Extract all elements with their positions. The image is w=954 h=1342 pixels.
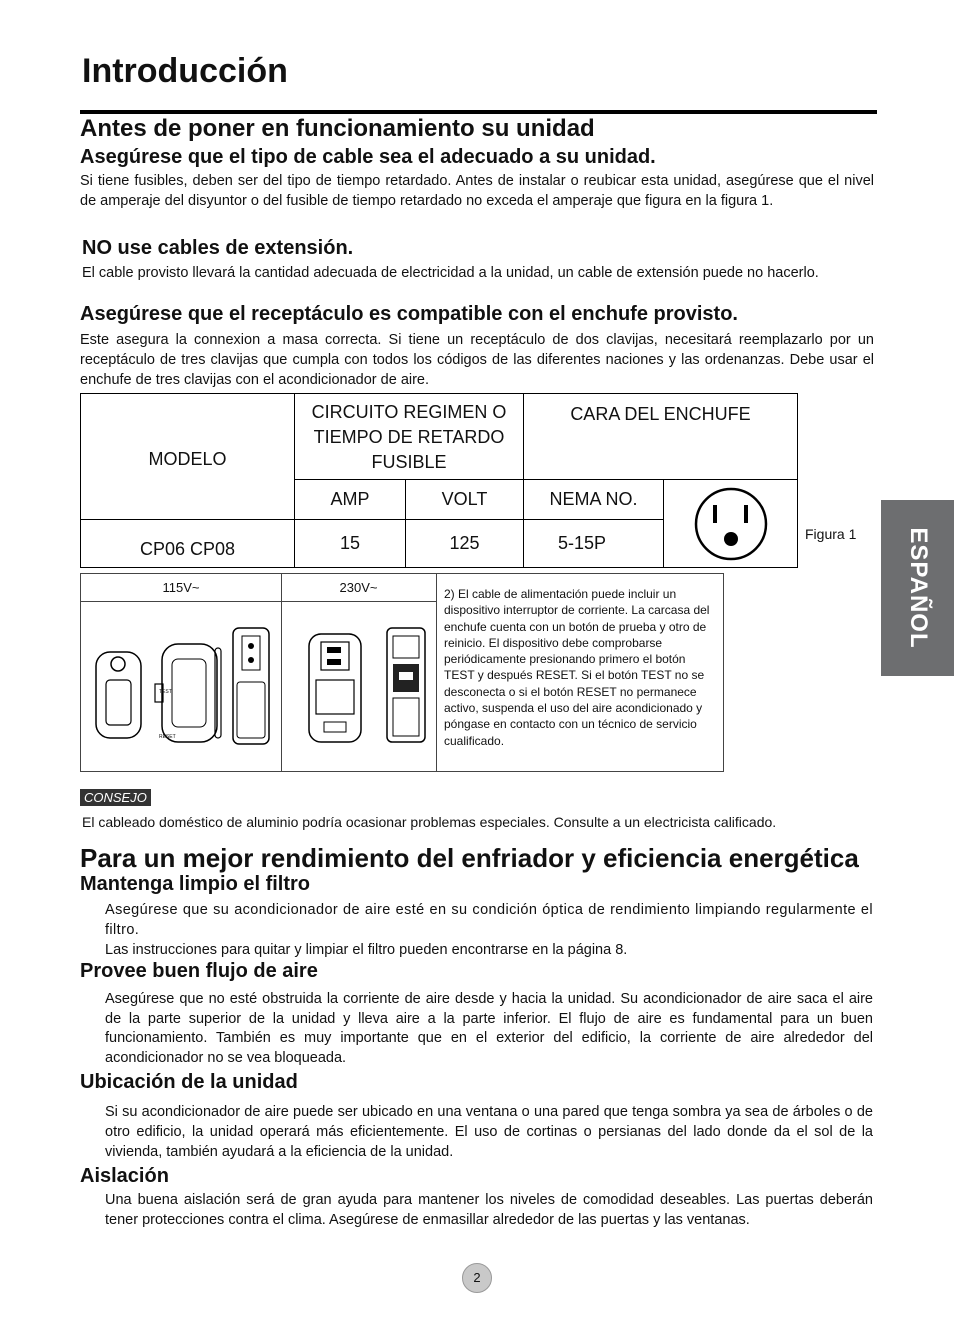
nema-header: NEMA NO. [524,480,664,520]
consejo-badge: CONSEJO [80,789,151,806]
plug-device-115v-icon [89,624,277,749]
filter-instructions: Las instrucciones para quitar y limpiar el filtro pueden encontrarse en la página 8. [105,942,628,958]
extension-text: El cable provisto llevará la cantidad adecuada de electricidad a la unidad, un cable de extensión puede no hacerlo. [82,265,819,281]
volt-header: VOLT [406,480,524,520]
language-tab-label: ESPAÑOL [904,527,932,649]
airflow-heading: Provee buen flujo de aire [80,960,318,982]
circuito-header: CIRCUITO REGIMEN O TIEMPO DE RETARDO FUSIBLE [295,394,524,480]
amp-header: AMP [295,480,406,520]
devices-230v-column [281,574,437,771]
language-tab [881,500,954,676]
figure-label: Figura 1 [805,526,857,542]
consejo-text: El cableado doméstico de aluminio podría ocasionar problemas especiales. Consulte a un electricista calificado. [82,814,777,830]
device-note-text: 2) El cable de alimentación puede incluir un dispositivo interruptor de corriente. La carcasa del enchufe cuenta con un botón de prueba y otro de reinicio. El dispositivo debe comprobarse periódicamente presionando primero el botón TEST y después RESET. Si el botón TEST no se desconecta o si el botón RESET no permanece activo, suspenda el uso del aire acondicionado y póngase en contacto con un técnico de servicio cualificado. [444,587,710,748]
section-heading-before-operation: Antes de poner en funcionamiento su unidad [80,115,595,142]
insulation-text: Una buena aislación será de gran ayuda para mantener los niveles de comodidad deseables. Las puertas deberán tener protecciones contra el clima. Asegúrese de enmasillar alrededor de las puertas y las ventanas. [105,1192,873,1228]
protection-devices-box [80,573,724,772]
airflow-text: Asegúrese que no esté obstruida la corriente de aire desde y hacia la unidad. Su acondicionador de aire saca el aire de la parte superior de la unidad y lleva aire a la parte inferior. El flujo de aire es fundamental para un buen funcionamiento. También es muy importante que en el exterior del edificio, la corriente de aire alrededor del acondicionador no se vea bloqueada. [105,991,873,1066]
plug-device-230v-icon [289,624,429,749]
devices-115v-column [81,574,282,771]
filter-text: Asegúrese que su acondicionador de aire esté en su condición óptica de rendimiento limpiando regularmente el filtro. [105,902,873,938]
location-heading: Ubicación de la unidad [80,1071,298,1093]
volt-value: 125 [406,520,524,568]
test-label-115v: TEST [159,689,172,695]
section-heading-performance: Para un mejor rendimiento del enfriador y eficiencia energética [80,843,859,873]
spec-table [80,393,798,568]
receptacle-heading: Asegúrese que el receptáculo es compatible con el enchufe provisto. [80,303,738,325]
devices-230v-header: 230V~ [281,574,436,602]
cable-heading: Asegúrese que el tipo de cable sea el adecuado a su unidad. [80,146,656,168]
amp-value: 15 [295,520,406,568]
extension-heading: NO use cables de extensión. [82,237,354,259]
insulation-heading: Aislación [80,1165,169,1187]
cable-text: Si tiene fusibles, deben ser del tipo de tiempo retardado. Antes de instalar o reubicar esta unidad, asegúrese que el nivel de amperaje del disyuntor o del fusible de tiempo retardado no exceda el amperaje que figura en la figura 1. [80,173,874,209]
reset-label-115v: RESET [159,734,176,740]
page-number: 2 [462,1263,492,1293]
models-cell: CP06 CP08 [81,520,295,568]
nema-value: 5-15P [524,520,664,568]
plug-face-icon [683,483,779,565]
cara-header: CARA DEL ENCHUFE [524,394,798,480]
plug-face-cell [664,480,798,568]
page-title: Introducción [82,52,288,90]
title-rule [80,110,877,114]
receptacle-text: Este asegura la connexion a masa correcta. Si tiene un receptáculo de dos clavijas, necesitará reemplazarlo por un receptáculo de tres clavijas que cumpla con todos los códigos de las diferentes naciones y las ordenanzas. Debe usar el enchufe de tres clavijas con el acondicionador de aire. [80,332,874,388]
filter-heading: Mantenga limpio el filtro [80,873,311,895]
devices-115v-header: 115V~ [81,574,281,602]
location-text: Si su acondicionador de aire puede ser ubicado en una ventana o una pared que tenga sombra ya sea de árboles o de otro edificio, la unidad operará más eficientemente. El uso de cortinas o persianas del lado donde da el sol de la vivienda, también ayudará a la eficiencia de la unidad. [105,1104,873,1160]
modelo-header: MODELO [81,394,295,520]
